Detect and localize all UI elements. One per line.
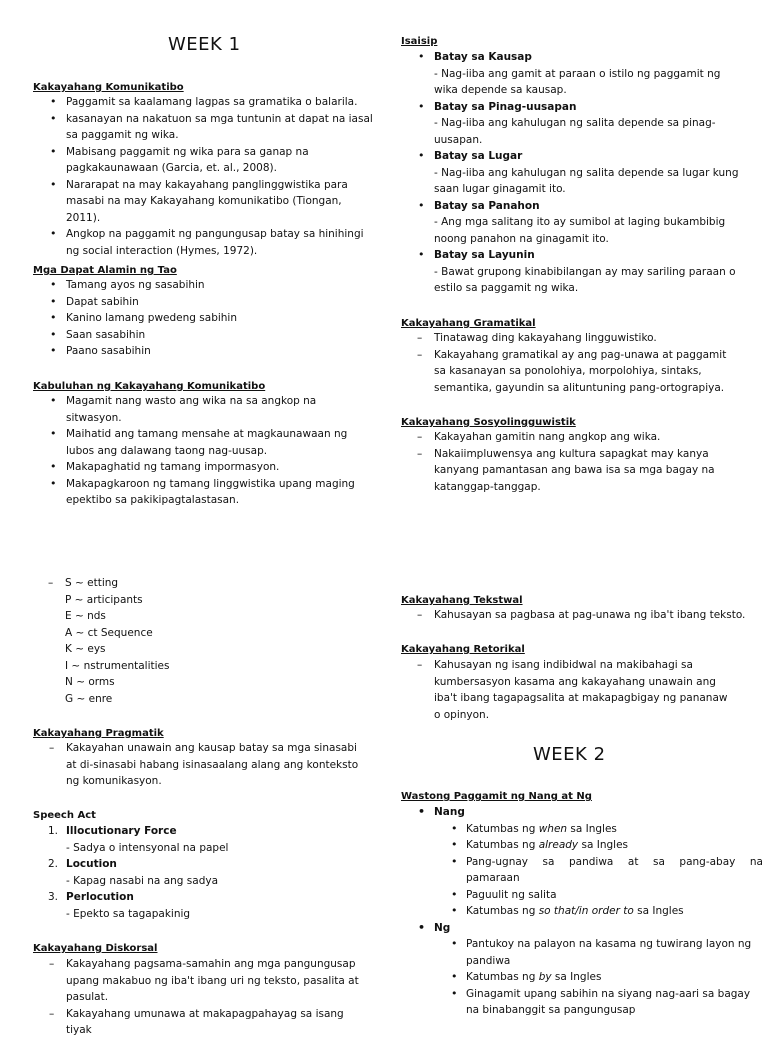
item-title: Perlocution	[66, 891, 134, 903]
list-item: • Mabisang paggamit ng wika para sa ganap na pagkakaunawaan (Garcia, et. al., 2008).	[33, 144, 373, 177]
list-item: • Paggamit sa kaalamang lagpas sa gramatika o balarila.	[33, 94, 373, 111]
item-desc: - Kapag nasabi na ang sadya	[66, 874, 219, 887]
list-item: – Tinatawag ding kakayahang lingguwistiko.	[401, 330, 736, 347]
gramatikal-heading: Kakayahang Gramatikal	[401, 318, 536, 329]
speech-act-item	[33, 856, 363, 889]
dapat-alamin-list	[33, 277, 373, 360]
list-item: • Nararapat na may kakayahang panglinggwistika para masabi na may Kakayahang komunikatibo (Tiongan, 2011).	[33, 177, 373, 227]
kabuluhan-heading: Kabuluhan ng Kakayahang Komunikatibo	[33, 381, 266, 392]
item-desc: - Ang mga salitang ito ay sumibol at laging bukambibig noong panahon na ginagamit ito.	[434, 216, 726, 245]
speaking-item: S ~ etting	[65, 577, 119, 589]
item-title: • Batay sa Pinag-uusapan	[434, 100, 577, 113]
item-desc: - Bawat grupong kinabibilangan ay may sariling paraan o estilo sa paggamit ng wika.	[434, 265, 736, 294]
isaisip-item	[401, 99, 741, 149]
list-item: • kasanayan na nakatuon sa mga tuntunin at dapat na iasal sa paggamit ng wika.	[33, 111, 373, 144]
list-item: • Saan sasabihin	[33, 327, 373, 344]
item-title: • Batay sa Kausap	[434, 51, 532, 63]
list-item: • Paano sasabihin	[33, 343, 373, 360]
item-desc: - Nag-iiba ang gamit at paraan o istilo ng paggamit ng wika depende sa kausap.	[434, 67, 721, 96]
list-item: • Magamit nang wasto ang wika na sa angkop na sitwasyon.	[33, 393, 373, 426]
isaisip-item	[401, 247, 741, 297]
list-item: • Angkop na paggamit ng pangungusap batay sa hinihingi ng social interaction (Hymes, 1972).	[33, 226, 373, 259]
speaking-item: G ~ enre	[65, 692, 113, 705]
speaking-item: A ~ ct Sequence	[65, 626, 153, 639]
list-item: – Kakayahan gamitin nang angkop ang wika.	[401, 429, 736, 446]
list-item: • Kanino lamang pwedeng sabihin	[33, 310, 373, 327]
list-item: – Kakayahan unawain ang kausap batay sa mga sinasabi at di-sinasabi habang isinasaalang alang ang konteksto ng komunikasyon.	[33, 740, 363, 790]
kabuluhan-list	[33, 393, 373, 509]
item-number: 1.	[48, 825, 59, 837]
ng-item: • Pantukoy na palayon na kasama ng tuwirang layon ng pandiwa	[401, 936, 763, 969]
item-title: • Batay sa Panahon	[434, 199, 540, 212]
item-title: Illocutionary Force	[66, 825, 177, 837]
ng-item: • Ginagamit upang sabihin na siyang nag-aari sa bagay na binabanggit sa pangungusap	[401, 986, 763, 1019]
speaking-item: N ~ orms	[65, 676, 115, 688]
list-item: – Nakaiimpluwensya ang kultura sapagkat may kanya kanyang pamantasan ang bawa isa sa mga bagay na katanggap-tanggap.	[401, 446, 736, 496]
kakayahang-komunikatibo-list	[33, 94, 373, 259]
item-title: • Batay sa Layunin	[434, 249, 535, 261]
speaking-item: E ~ nds	[65, 610, 106, 622]
speaking-item: P ~ articipants	[65, 593, 143, 606]
item-number: 3.	[48, 891, 59, 903]
item-title: Locution	[66, 858, 117, 870]
week2-title: WEEK 2	[533, 744, 606, 765]
list-item: – Kakayahang umunawa at makapagpahayag sa isang tiyak	[33, 1006, 363, 1039]
wastong-paggamit-heading: Wastong Paggamit ng Nang at Ng	[401, 791, 592, 802]
nang-item: • Pang-ugnay sa pandiwa at sa pang-abay na pamaraan	[401, 854, 763, 887]
speaking-item: K ~ eys	[65, 643, 106, 655]
nang-item: • Katumbas ng so that/in order to sa Ingles	[401, 903, 763, 920]
item-number: 2.	[48, 858, 59, 870]
nang-item: • Katumbas ng already sa Ingles	[401, 837, 763, 854]
nang-label: • Nang	[401, 804, 763, 821]
speech-act-item	[33, 823, 363, 856]
item-title: • Batay sa Lugar	[434, 150, 523, 162]
isaisip-heading: Isaisip	[401, 36, 438, 47]
retorikal-list	[401, 657, 736, 723]
isaisip-list	[401, 49, 741, 297]
nang-ng-section	[401, 804, 763, 1019]
diskorsal-heading: Kakayahang Diskorsal	[33, 943, 158, 954]
speech-act-list	[33, 823, 363, 922]
list-item: – Kahusayan sa pagbasa at pag-unawa ng iba't ibang teksto.	[401, 607, 746, 624]
list-item: – Kakayahang gramatikal ay ang pag-unawa at paggamit sa kasanayan sa ponolohiya, morpolohiya, sintaks, semantika, gayundin sa alituntuning pang-ortograpiya.	[401, 347, 736, 397]
isaisip-item	[401, 49, 741, 99]
speaking-item: I ~ nstrumentalities	[65, 659, 170, 672]
item-desc: - Nag-iiba ang kahulugan ng salita depende sa lugar kung saan lugar ginagamit ito.	[434, 166, 739, 195]
tekstwal-list	[401, 607, 746, 624]
sosyolingguwistik-heading: Kakayahang Sosyolingguwistik	[401, 417, 576, 428]
pragmatik-list	[33, 740, 363, 790]
list-item: – Kahusayan ng isang indibidwal na makibahagi sa kumbersasyon kasama ang kakayahang unawain ang iba't ibang tagapagsalita at makapagbigay ng pananaw o opinyon.	[401, 657, 736, 723]
list-item: – Kakayahang pagsama-samahin ang mga pangungusap upang makabuo ng iba't ibang uri ng teksto, pasalita at pasulat.	[33, 956, 363, 1006]
item-desc: - Sadya o intensyonal na papel	[66, 841, 229, 854]
sosyolingguwistik-list	[401, 429, 736, 495]
list-item: • Makapaghatid ng tamang impormasyon.	[33, 459, 373, 476]
retorikal-heading: Kakayahang Retorikal	[401, 644, 525, 655]
speech-act-heading: Speech Act	[33, 810, 96, 821]
pragmatik-heading: Kakayahang Pragmatik	[33, 728, 164, 739]
speaking-list: – S ~ etting P ~ articipants E ~ nds A ~ ct Sequence K ~ eys I ~ nstrumentalities N ~ orms G ~ enre	[0, 575, 340, 707]
list-item: • Makapagkaroon ng tamang linggwistika upang maging epektibo sa pakikipagtalastasan.	[33, 476, 373, 509]
ng-label: • Ng	[401, 920, 763, 937]
item-desc: - Nag-iiba ang kahulugan ng salita depende sa pinag-uusapan.	[434, 117, 716, 146]
speech-act-item	[33, 889, 363, 922]
nang-item: • Paguulit ng salita	[401, 887, 763, 904]
list-item: • Tamang ayos ng sasabihin	[33, 277, 373, 294]
isaisip-item	[401, 198, 741, 248]
ng-item: • Katumbas ng by sa Ingles	[401, 969, 763, 986]
list-item: • Dapat sabihin	[33, 294, 373, 311]
dapat-alamin-heading: Mga Dapat Alamin ng Tao	[33, 265, 177, 276]
week1-title: WEEK 1	[168, 34, 241, 55]
diskorsal-list	[33, 956, 363, 1039]
list-item: • Maihatid ang tamang mensahe at magkaunawaan ng lubos ang dalawang taong nag-uusap.	[33, 426, 373, 459]
item-desc: - Epekto sa tagapakinig	[66, 907, 191, 920]
isaisip-item	[401, 148, 741, 198]
gramatikal-list	[401, 330, 736, 396]
nang-item: • Katumbas ng when sa Ingles	[401, 821, 763, 838]
kakayahang-komunikatibo-heading: Kakayahang Komunikatibo	[33, 82, 184, 93]
tekstwal-heading: Kakayahang Tekstwal	[401, 595, 523, 606]
